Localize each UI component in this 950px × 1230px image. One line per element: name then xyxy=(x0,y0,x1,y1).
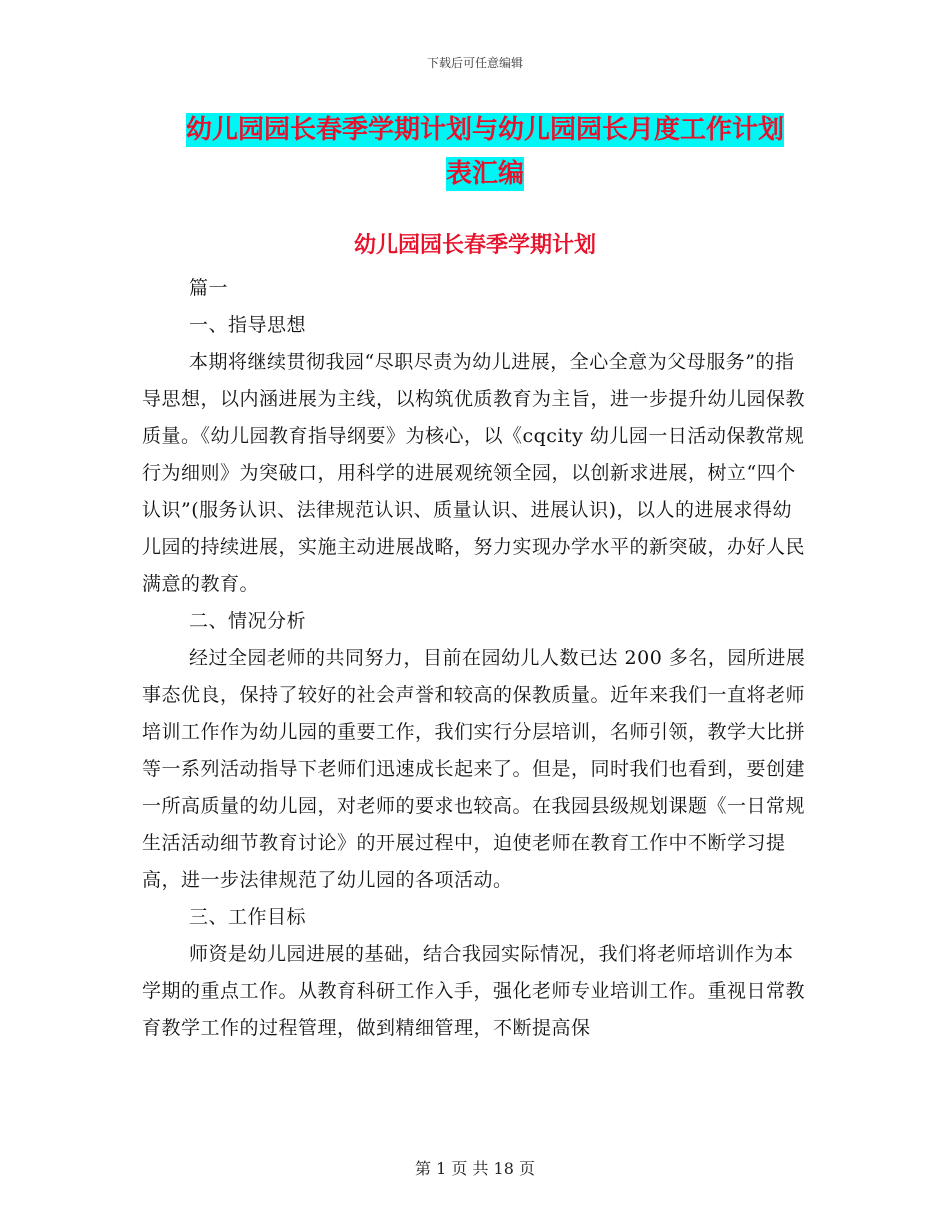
title-line-2: 表汇编 xyxy=(445,159,524,189)
heading-work-goals: 三、工作目标 xyxy=(189,906,307,928)
section-title: 幼儿园园长春季学期计划 xyxy=(353,232,596,258)
part-label: 篇一 xyxy=(189,277,229,299)
document-body xyxy=(142,270,810,1047)
heading-guiding-ideology: 一、指导思想 xyxy=(189,314,307,336)
paragraph-work-goals: 师资是幼儿园进展的基础，结合我园实际情况，我们将老师培训作为本学期的重点工作。从教育科研工作入手，强化老师专业培训工作。重视日常教育教学工作的过程管理，做到精细管理，不断提高保 xyxy=(142,943,806,1039)
paragraph-guiding-ideology: 本期将继续贯彻我园“尽职尽责为幼儿进展，全心全意为父母服务”的指导思想，以内涵进展为主线，以构筑优质教育为主旨，进一步提升幼儿园保教质量。《幼儿园教育指导纲要》为核心，以《cqcity 幼儿园一日活动保教常规行为细则》为突破口，用科学的进展观统领全园，以创新求进展，树立“四个认识”(服务认识、法律规范认识、质量认识、进展认识)，以人的进展求得幼儿园的持续进展，实施主动进展战略，努力实现办学水平的新突破，办好人民满意的教育。 xyxy=(142,351,806,595)
paragraph-situation-analysis: 经过全园老师的共同努力，目前在园幼儿人数已达 200 多名，园所进展事态优良，保持了较好的社会声誉和较高的保教质量。近年来我们一直将老师培训工作作为幼儿园的重要工作，我们实行分层培训，名师引领，教学大比拼等一系列活动指导下老师们迅速成长起来了。但是，同时我们也看到，要创建一所高质量的幼儿园，对老师的要求也较高。在我园县级规划课题《一日常规生活活动细节教育讨论》的开展过程中，迫使老师在教育工作中不断学习提高，进一步法律规范了幼儿园的各项活动。 xyxy=(142,647,806,891)
page-footer: 第 1 页 共 18 页 xyxy=(415,1159,535,1178)
title-line-1: 幼儿园园长春季学期计划与幼儿园园长月度工作计划 xyxy=(185,115,784,145)
header-note: 下载后可任意编辑 xyxy=(426,56,523,70)
document-title xyxy=(140,108,830,196)
heading-situation-analysis: 二、情况分析 xyxy=(189,610,307,632)
